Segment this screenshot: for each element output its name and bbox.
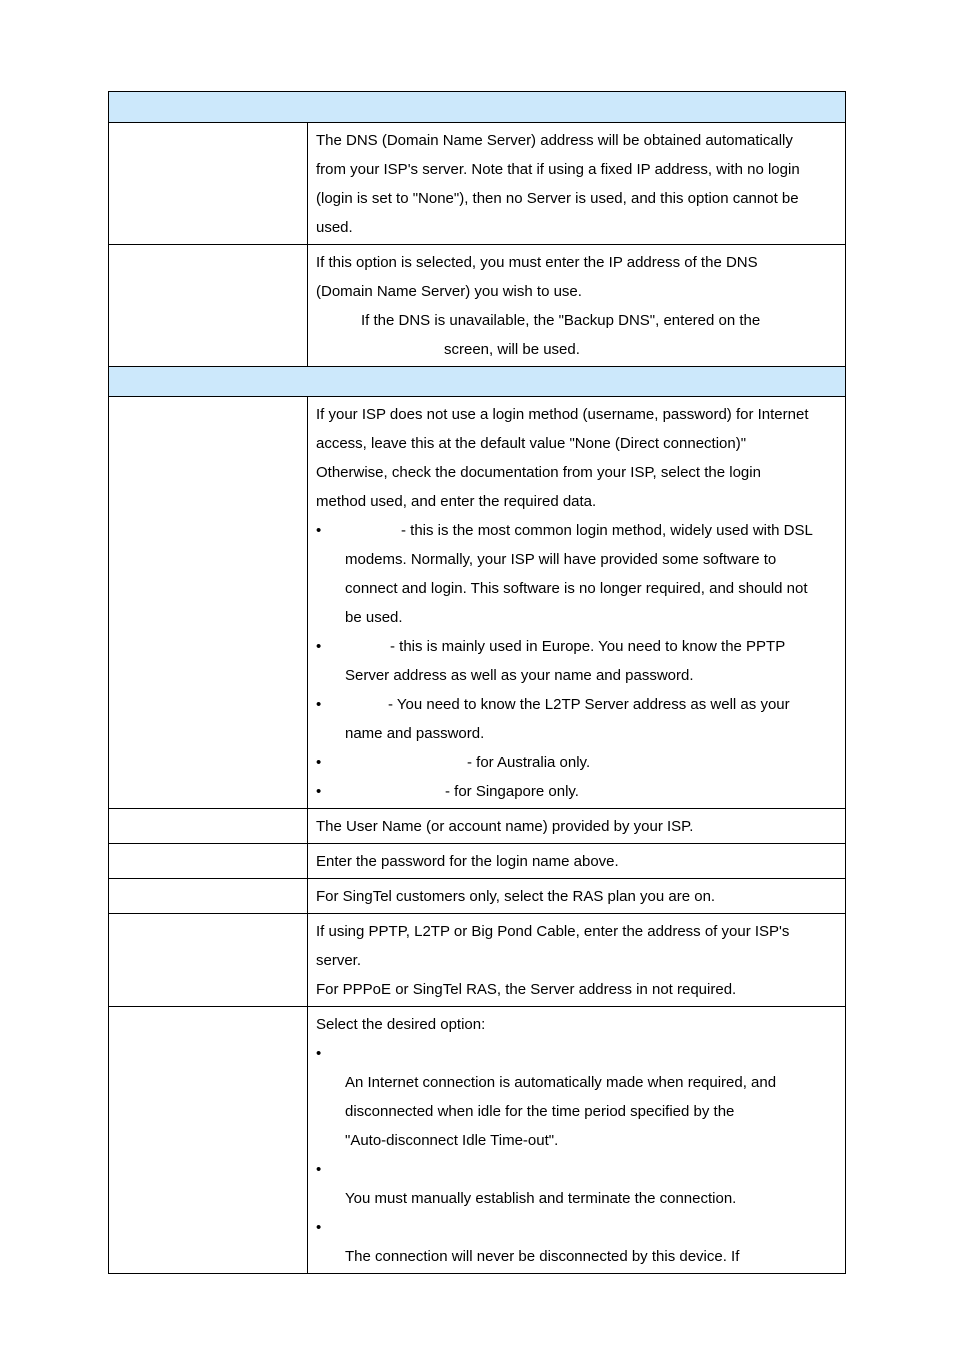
- row-label: [109, 397, 308, 808]
- settings-table: [108, 91, 846, 1274]
- row-label: [109, 245, 308, 366]
- keep-alive-bullet: [316, 1213, 837, 1242]
- row-label: [109, 914, 308, 1006]
- table-row: [109, 878, 845, 913]
- pppoe-bullet: • - this is the most common login method, widely used with DSL: [316, 516, 837, 545]
- table-row: [109, 843, 845, 878]
- ras-plan-description: For SingTel customers only, select the RAS plan you are on.: [316, 888, 716, 905]
- auto-connect-bullet: [316, 1039, 837, 1068]
- username-description: The User Name (or account name) provided by your ISP.: [316, 818, 694, 835]
- pptp-bullet: • - this is mainly used in Europe. You need to know the PPTP: [316, 632, 837, 661]
- bigpond-bullet: • - for Australia only.: [316, 748, 837, 777]
- dns-note-line-1: If the DNS is unavailable, the "Backup DNS", entered on the: [361, 312, 761, 329]
- dns-auto-description: The DNS (Domain Name Server) address will be obtained automatically from your ISP's server. Note that if using a fixed IP address, with no login (login is set to "None"), then no Server is used, and this option cannot be used.: [316, 132, 800, 236]
- dns-note-line-2: screen, will be used.: [444, 341, 580, 358]
- password-description: Enter the password for the login name above.: [316, 853, 619, 870]
- connection-description: Select the desired option: • An Internet connection is automatically made when required, and disconnected when idle for the time period specified by the "Auto-disconnect Idle Time-out". • You must manually establish and terminate the connection. • The connection will never be disconnected by this device. If: [308, 1007, 845, 1273]
- table-row: [109, 808, 845, 843]
- table-row: [109, 122, 845, 244]
- manual-connect-bullet: [316, 1155, 837, 1184]
- table-row: [109, 396, 845, 808]
- section-header-login: [109, 366, 845, 396]
- row-label: [109, 1007, 308, 1273]
- section-header-dns: [109, 92, 845, 122]
- row-label: [109, 809, 308, 843]
- table-row: [109, 244, 845, 366]
- singtel-bullet: • - for Singapore only.: [316, 777, 837, 806]
- server-description: If using PPTP, L2TP or Big Pond Cable, enter the address of your ISP's server. For PPPoE or SingTel RAS, the Server address in not required.: [316, 923, 790, 998]
- row-label: [109, 844, 308, 878]
- table-row: [109, 1006, 845, 1273]
- dns-manual-description: If this option is selected, you must enter the IP address of the DNS (Domain Name Server) you wish to use. If the DNS is unavailable, the "Backup DNS", entered on the screen, will be used.: [308, 245, 845, 366]
- row-label: [109, 879, 308, 913]
- row-label: [109, 123, 308, 244]
- l2tp-bullet: • - You need to know the L2TP Server address as well as your: [316, 690, 837, 719]
- login-method-description: If your ISP does not use a login method (username, password) for Internet access, leave this at the default value "None (Direct connection)" Otherwise, check the documentation from your ISP, select the login method used, and enter the required data. • - this is the most common login method, widely used with DSL modems. Normally, your ISP will have provided some software to connect and login. This software is no longer required, and should not be used. • - this is mainly used in Europe. You need to know the PPTP Server address as well as your name and password. • - You need to know the L2TP Server address as well as your name and password. • - for Australia only. • - for Singapore only.: [308, 397, 845, 808]
- table-row: [109, 913, 845, 1006]
